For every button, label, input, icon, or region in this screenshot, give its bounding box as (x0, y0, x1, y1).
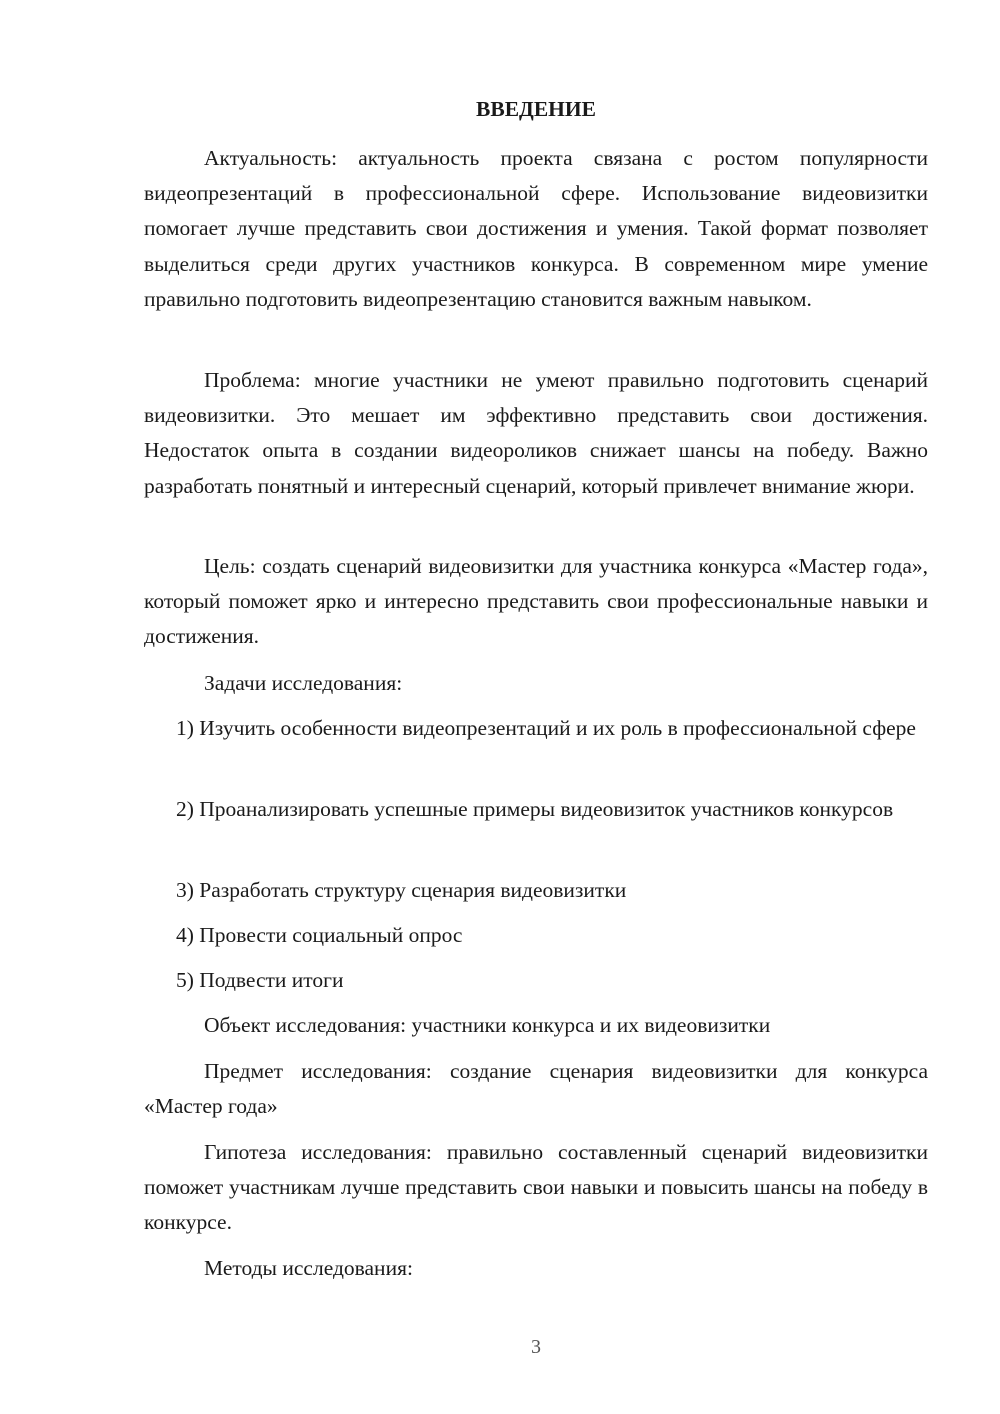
page-number: 3 (531, 1336, 541, 1358)
task-item-2: 2) Проанализировать успешные примеры видеовизиток участников конкурсов (176, 797, 894, 821)
problem-paragraph: Проблема: многие участники не умеют правильно подготовить сценарий видеовизитки. Это мешает им эффективно представить свои достижения. Недостаток опыта в создании видеороликов снижает шансы на победу. Важно разработать понятный и интересный сценарий, который привлечет внимание жюри. (144, 368, 928, 498)
section-title: ВВЕДЕНИЕ (476, 97, 596, 121)
task-item-5: 5) Подвести итоги (176, 968, 344, 992)
task-item-4: 4) Провести социальный опрос (176, 923, 463, 947)
goal-paragraph: Цель: создать сценарий видеовизитки для участника конкурса «Мастер года», который поможет ярко и интересно представить свои профессиональные навыки и достижения. (144, 554, 928, 649)
subject-paragraph: Предмет исследования: создание сценария видеовизитки для конкурса «Мастер года» (144, 1059, 928, 1119)
methods-heading: Методы исследования: (204, 1256, 413, 1280)
task-item-3: 3) Разработать структуру сценария видеовизитки (176, 878, 627, 902)
hypothesis-paragraph: Гипотеза исследования: правильно составленный сценарий видеовизитки поможет участникам лучше представить свои навыки и повысить шансы на победу в конкурсе. (144, 1140, 928, 1235)
task-item-1: 1) Изучить особенности видеопрезентаций и их роль в профессиональной сфере (176, 716, 916, 740)
object-paragraph: Объект исследования: участники конкурса и их видеовизитки (204, 1013, 771, 1037)
relevance-paragraph: Актуальность: актуальность проекта связана с ростом популярности видеопрезентаций в профессиональной сфере. Использование видеовизитки помогает лучше представить свои достижения и умения. Такой формат позволяет выделиться среди других участников конкурса. В современном мире умение правильно подготовить видеопрезентацию становится важным навыком. (144, 146, 928, 311)
tasks-heading: Задачи исследования: (204, 671, 403, 695)
